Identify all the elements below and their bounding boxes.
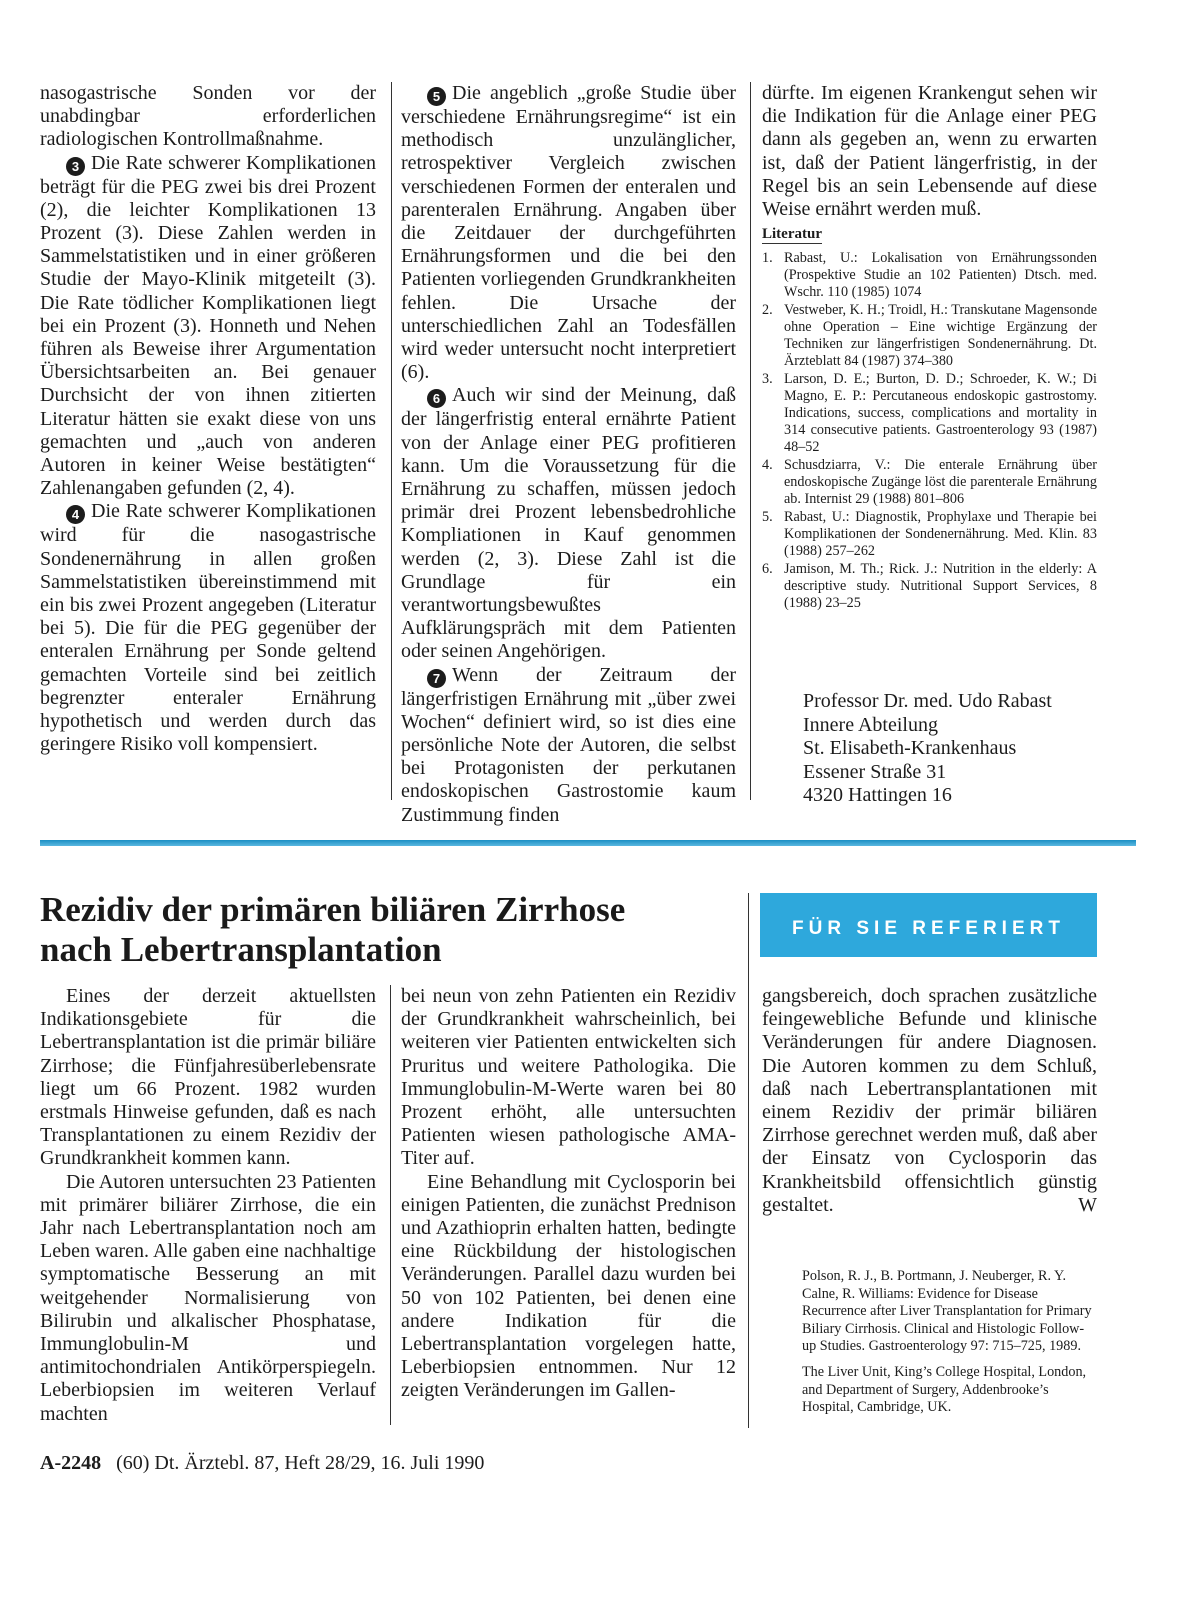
section-divider	[40, 840, 1136, 846]
reference-item: 2. Vestweber, K. H.; Troidl, H.: Transkutane Magensonde ohne Operation – Eine wichtige Ergänzung der Techniken zur längerfristigen Sondenernährung. Dt. Ärzteblatt 84 (1987) 374–380	[762, 302, 1097, 370]
column-divider	[390, 985, 391, 1425]
address-line: Essener Straße 31	[803, 760, 947, 783]
column-divider	[748, 893, 749, 1428]
paragraph: 7 Wenn der Zeitraum der längerfristigen Ernährung mit „über zwei Wochen“ definiert wird, so ist dies eine persönliche Note der Autoren, die selbst bei Protagonisten der perkutanen endoskopischen Gastrostomie kaum Zustimmung finden	[401, 663, 736, 826]
paragraph: 6 Auch wir sind der Meinung, daß der längerfristig enteral ernährte Patient von der Anlage einer PEG profitieren kann. Um die Voraussetzung für die Ernährung zu schaffen, müssen jedoch primär drei Prozent lebensbedrohliche Kompliationen in Kauf genommen werden (2, 3). Diese Zahl ist die Grundlage für ein verantwortungsbewußtes Aufklärungspräch mit dem Patienten oder seinen Angehörigen.	[401, 384, 736, 663]
reference-list	[762, 250, 1097, 612]
reference-item: 6. Jamison, M. Th.; Rick. J.: Nutrition in the elderly: A descriptive study. Nutritional Support Services, 8 (1988) 23–25	[762, 561, 1097, 612]
article-title: Rezidiv der primären biliären Zirrhose nach Lebertransplantation	[40, 890, 626, 969]
number-marker: 4	[66, 505, 85, 524]
address-line: St. Elisabeth-Krankenhaus	[803, 737, 1017, 759]
article-column-1	[40, 985, 376, 1426]
top-column-3	[762, 82, 1097, 613]
reference-item: 1. Rabast, U.: Lokalisation von Ernährungssonden (Prospektive Studie an 102 Patienten) Dtsch. med. Wschr. 110 (1985) 1074	[762, 250, 1097, 301]
paragraph: bei neun von zehn Patienten ein Rezidiv der Grundkrankheit wahrscheinlich, bei weiteren vier Patienten entwickelten sich Pruritus und weitere Pathologika. Die Immunglobulin-M-Werte waren bei 80 Prozent erhöht, alle untersuchten Patienten wiesen pathologische AMA-Titer auf.	[401, 985, 736, 1170]
section-badge: FÜR SIE REFERIERT	[760, 893, 1097, 957]
paragraph: nasogastrische Sonden vor der unabdingbar erforderlichen radiologischen Kontrollmaßnahme.	[40, 82, 376, 151]
paragraph: 5 Die angeblich „große Studie über verschiedene Ernährungsregime“ ist ein methodisch unzulänglicher, retrospektiver Vergleich zwischen verschiedenen Formen der enteralen und parenteralen Ernährung. Angaben über die Zeitdauer der durchgeführten Ernährungsformen und die bei den Patienten vorliegenden Grundkrankheiten fehlen. Die Ursache der unterschiedlichen Zahl an Todesfällen wird weder untersucht nocht interpretiert (6).	[401, 82, 736, 384]
citation: Polson, R. J., B. Portmann, J. Neuberger, R. Y. Calne, R. Williams: Evidence for Disease Recurrence after Liver Transplantation for Primary Biliary Cirrhosis. Clinical and Histologic Follow-up Studies. Gastroenterology 97: 715–725, 1989.	[802, 1268, 1092, 1355]
number-marker: 3	[66, 157, 85, 176]
number-marker: 6	[427, 389, 446, 408]
author-initial: W	[1078, 1193, 1097, 1216]
reference-item: 5. Rabast, U.: Diagnostik, Prophylaxe und Therapie bei Komplikationen der Sondenernährung. Med. Klin. 83 (1988) 257–262	[762, 509, 1097, 560]
affiliation: The Liver Unit, King’s College Hospital, London, and Department of Surgery, Addenbrooke’s Hospital, Cambridge, UK.	[802, 1363, 1087, 1416]
column-divider	[750, 82, 751, 800]
paragraph: 4 Die Rate schwerer Komplikationen wird für die nasogastrische Sondenernährung in allen großen Sammelstatistiken übereinstimmend mit ein bis zwei Prozent angegeben (Literatur bei 5). Die für die PEG gegenüber der enteralen Ernährung per Sonde geltend gemachten Vorteile sind bei zeitlich begrenzter enteraler Ernährung hypothetisch und werden durch das geringere Risiko voll kompensiert.	[40, 500, 376, 756]
page-footer	[40, 1452, 484, 1475]
paragraph: dürfte. Im eigenen Krankengut sehen wir die Indikation für die Anlage einer PEG dann als gegeben an, wenn zu erwarten ist, daß der Patient längerfristig, in der Regel bis an sein Lebensende auf diese Weise ernährt werden muß.	[762, 82, 1097, 221]
column-divider	[391, 82, 392, 800]
page-code: A-2248	[40, 1452, 102, 1474]
article-column-3	[762, 985, 1097, 1217]
address-line: Innere Abteilung	[803, 713, 938, 736]
address-line: 4320 Hattingen 16	[803, 784, 952, 806]
article-column-2	[401, 985, 736, 1403]
paragraph: 3 Die Rate schwerer Komplikationen beträgt für die PEG zwei bis drei Prozent (2), die leichter Komplikationen 13 Prozent (3). Diese Zahlen werden in Sammelstatistiken und in einer größeren Studie der Mayo-Klinik mitgeteilt (3). Die Rate tödlicher Komplikationen liegt bei ein Prozent (3). Honneth und Nehen führen als Beweise ihrer Argumentation Übersichtsarbeiten an. Bei genauer Durchsicht der von ihnen zitierten Literatur hätten sie exakt diese von uns gemachten und „auch von anderen Autoren in keiner Weise bestätigten“ Zahlenangaben gefunden (2, 4).	[40, 151, 376, 500]
paragraph: Eine Behandlung mit Cyclosporin bei einigen Patienten, die zunächst Prednison und Azathioprin erhalten hatten, bedingte eine Rückbildung der histologischen Veränderungen. Parallel dazu wurden bei 50 von 102 Patienten, bei denen eine andere Indikation für die Lebertransplantation vorgelegen hatte, Leberbiopsien entnommen. Nur 12 zeigten Veränderungen im Gallen-	[401, 1170, 736, 1402]
top-column-2	[401, 82, 736, 827]
author-address	[803, 690, 1052, 808]
paragraph: Eines der derzeit aktuellsten Indikationsgebiete für die Lebertransplantation ist die primär biliäre Zirrhose; die Fünfjahresüberlebensrate liegt um 66 Prozent. 1982 wurden erstmals Hinweise gefunden, daß es nach Transplantationen zu einem Rezidiv der Grundkrankheit kommen kann.	[40, 985, 376, 1170]
paragraph: Die Autoren untersuchten 23 Patienten mit primärer biliärer Zirrhose, die ein Jahr nach Lebertransplantation noch am Leben waren. Alle gaben eine nachhaltige symptomatische Besserung an mit weitgehender Normalisierung von Bilirubin und alkalischer Phosphatase, Immunglobulin-M und antimitochondrialen Antikörperspiegeln. Leberbiopsien im weiteren Verlauf machten	[40, 1170, 376, 1425]
address-line: Professor Dr. med. Udo Rabast	[803, 690, 1052, 712]
literatur-heading: Literatur	[762, 226, 822, 243]
journal-info: (60) Dt. Ärztebl. 87, Heft 28/29, 16. Juli 1990	[116, 1452, 485, 1474]
number-marker: 7	[427, 669, 446, 688]
top-column-1	[40, 82, 376, 756]
number-marker: 5	[427, 87, 446, 106]
reference-item: 3. Larson, D. E.; Burton, D. D.; Schroeder, K. W.; Di Magno, E. P.: Percutaneous endoskopic gastrostomy. Indications, success, complications and mortality in 314 consecutive patients. Gastroenterology 93 (1987) 48–52	[762, 371, 1097, 456]
paragraph: gangsbereich, doch sprachen zusätzliche feingewebliche Befunde und klinische Veränderungen für andere Diagnosen. Die Autoren kommen zu dem Schluß, daß nach Lebertransplantationen mit einem Rezidiv der primär biliären Zirrhose gerechnet werden muß, daß aber der Einsatz von Cyclosporin das Krankheitsbild offensichtlich günstig gestaltet. W	[762, 985, 1097, 1216]
source-citation	[802, 1268, 1098, 1425]
reference-item: 4. Schusdziarra, V.: Die enterale Ernährung über endoskopische Zugänge löst die parenterale Ernährung ab. Internist 29 (1988) 801–806	[762, 457, 1097, 508]
